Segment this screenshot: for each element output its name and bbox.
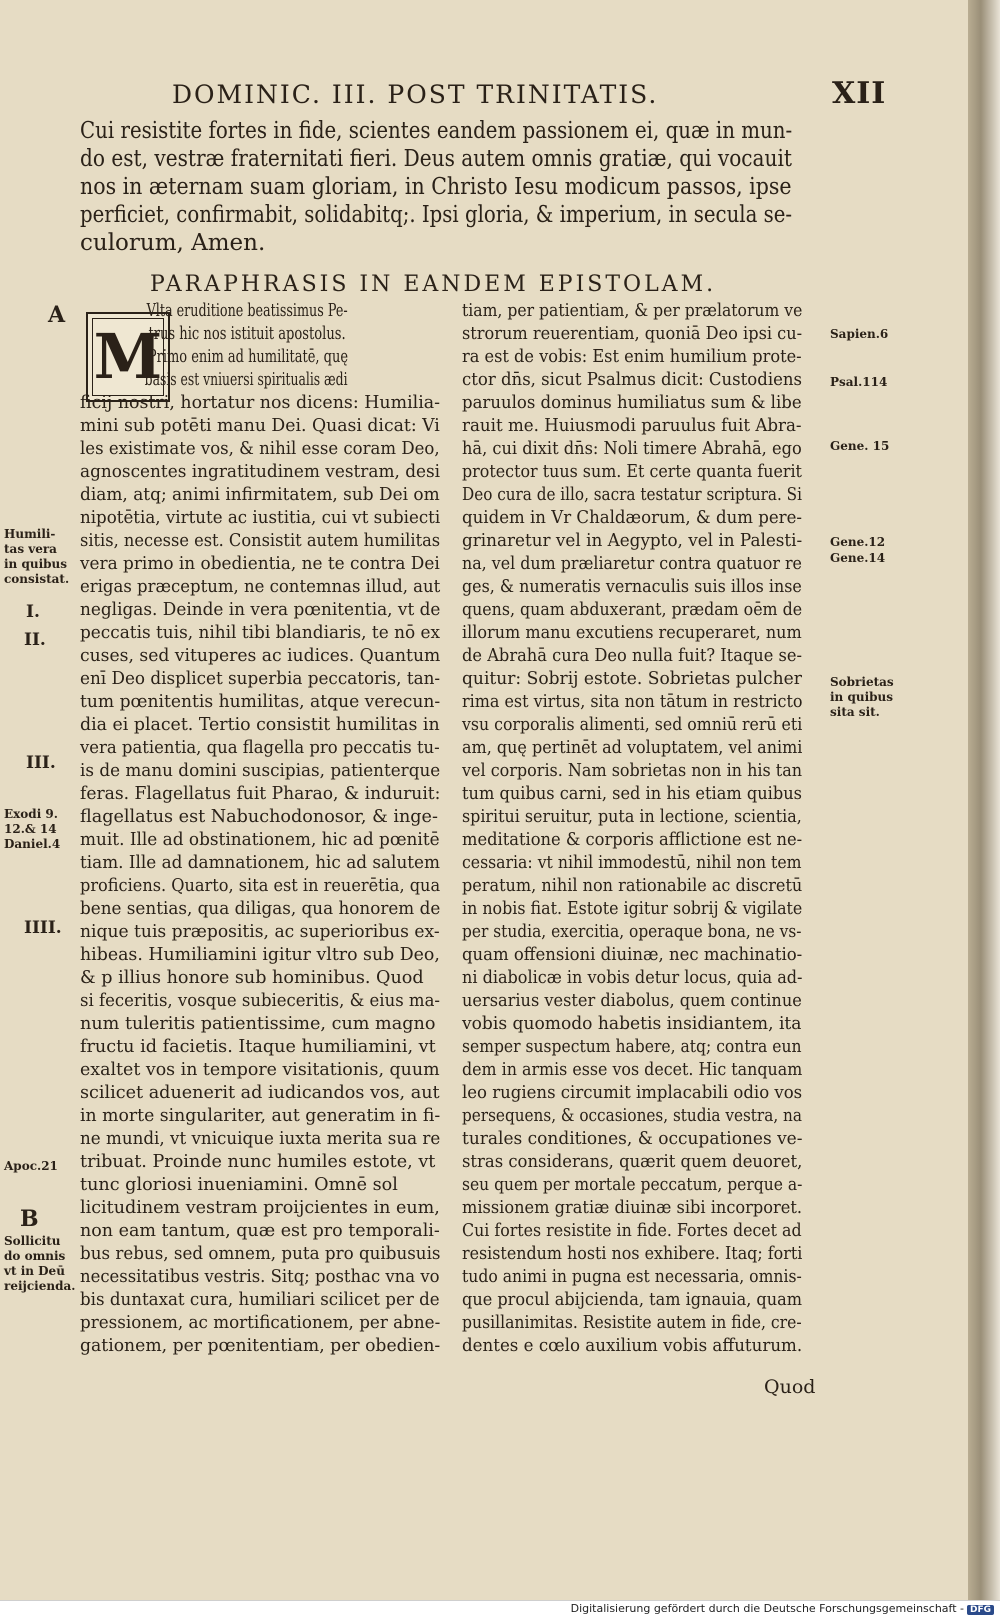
right-column-line: ra est de vobis: Est enim humilium prote-: [462, 347, 802, 367]
right-column-line: quidem in Vr Chaldæorum, & dum pere-: [462, 508, 802, 528]
left-column-line: vera patientia, qua flagella pro peccatis tu-: [80, 738, 440, 758]
left-column-line: ficij nostri, hortatur nos dicens: Humilia-: [80, 393, 441, 413]
left-column-line: Vlta eruditione beatissimus Pe-: [146, 301, 348, 321]
left-column-line: exaltet vos in tempore visitationis, quum: [80, 1060, 440, 1080]
left-column-line: enī Deo displicet superbia peccatoris, tan-: [80, 669, 441, 689]
right-column-line: rima est virtus, sita non tātum in restricto: [462, 692, 803, 712]
right-column-line: semper suspectum habere, atq; contra eun: [462, 1037, 802, 1057]
right-column-line: strorum reuerentiam, quoniā Deo ipsi cu-: [462, 324, 803, 344]
left-column-line: Primo enim ad humilitatē, quę: [147, 347, 349, 367]
right-column-line: uersarius vester diabolus, quem continue: [462, 991, 802, 1011]
left-column-line: negligas. Deinde in vera pœnitentia, vt de: [80, 600, 441, 620]
right-column-line: meditatione & corporis afflictione est ne-: [462, 830, 803, 850]
left-column-line: muit. Ille ad obstinationem, hic ad pœnitē: [80, 830, 440, 850]
right-column-line: grinaretur vel in Aegypto, vel in Palesti-: [462, 531, 803, 551]
left-column-line: dia ei placet. Tertio consistit humilitas in: [80, 715, 440, 735]
margin-note-exodi-3: Daniel.4: [4, 837, 61, 851]
right-column-line: missionem gratiæ diuinæ sibi incorporet.: [462, 1198, 803, 1218]
right-column-line: stras considerans, quærit quem deuoret,: [462, 1152, 803, 1172]
right-column-line: na, vel dum præliaretur contra quatuor re: [462, 554, 802, 574]
right-column-line: vel corporis. Nam sobrietas non in his tan: [462, 761, 803, 781]
right-column-line: protector tuus sum. Et certe quanta fuerit: [462, 462, 802, 482]
left-column-line: scilicet aduenerit ad iudicandos vos, aut: [80, 1083, 440, 1103]
digitization-credit: [571, 1602, 994, 1615]
margin-note-exodi-2: 12.& 14: [4, 822, 57, 836]
left-column-line: non eam tantum, quæ est pro temporali-: [80, 1221, 440, 1241]
margin-section-b: B: [20, 1206, 39, 1232]
epistle-line: culorum, Amen.: [80, 230, 266, 256]
left-column-line: vera primo in obedientia, ne te contra Dei: [80, 554, 440, 574]
left-column-line: tribuat. Proinde nunc humiles estote, vt: [80, 1152, 436, 1172]
left-column-line: ne mundi, vt vnicuique iuxta merita sua re: [80, 1129, 441, 1149]
left-column-line: cuses, sed vituperes ac iudices. Quantum: [80, 646, 441, 666]
left-column-line: bus rebus, sed omnem, puta pro quibusuis: [80, 1244, 441, 1264]
right-column-line: seu quem per mortale peccatum, perque a-: [462, 1175, 803, 1195]
margin-note-exodi-1: Exodi 9.: [4, 807, 58, 821]
left-column-line: trus hic nos istituit apostolus.: [148, 324, 346, 344]
running-header: DOMINIC. III. POST TRINITATIS.: [172, 80, 659, 109]
margin-note-sollicitudo-4: reijcienda.: [4, 1279, 76, 1293]
right-column-line: tudo animi in pugna est necessaria, omnis-: [462, 1267, 802, 1287]
margin-note-humilitas-1: Humili-: [4, 527, 56, 541]
page-gutter: [968, 0, 1000, 1600]
margin-note-apoc: Apoc.21: [4, 1159, 58, 1173]
right-column-line: tum quibus carni, sed in his etiam quibus: [462, 784, 802, 804]
right-column-line: hā, cui dixit dn̄s: Noli timere Abrahā, ego: [462, 439, 802, 459]
left-column-line: si feceritis, vosque subieceritis, & eius ma-: [80, 991, 440, 1011]
left-column-line: sitis, necesse est. Consistit autem humilitas: [80, 531, 441, 551]
margin-note-gene-15: Gene. 15: [830, 439, 890, 453]
right-column-line: per studia, exercitia, operaque bona, ne vs-: [462, 922, 802, 942]
left-column-line: nipotētia, virtute ac iustitia, cui vt subiecti: [80, 508, 441, 528]
right-column-line: illorum manu excutiens recuperaret, num: [462, 623, 802, 643]
left-column-line: licitudinem vestram proijcientes in eum,: [80, 1198, 440, 1218]
left-column-line: peccatis tuis, nihil tibi blandiaris, te nō ex: [80, 623, 441, 643]
right-column-line: paruulos dominus humiliatus sum & libe: [462, 393, 802, 413]
left-column-line: bis duntaxat cura, humiliari scilicet per de: [80, 1290, 440, 1310]
left-column-line: nique tuis præpositis, ac superioribus ex-: [80, 922, 440, 942]
margin-note-psal: Psal.114: [830, 375, 888, 389]
page-number: XII: [832, 76, 887, 111]
left-column-line: tunc gloriosi inueniamini. Omnē sol: [80, 1175, 398, 1195]
right-column-line: Cui fortes resistite in fide. Fortes decet ad: [462, 1221, 802, 1241]
catchword: Quod: [764, 1376, 816, 1398]
epistle-text: [80, 117, 792, 257]
left-column-line: flagellatus est Nabuchodonosor, & inge-: [80, 807, 438, 827]
initial-letter: M: [93, 320, 163, 393]
left-column-line: necessitatibus vestris. Sitq; posthac vna vo: [80, 1267, 440, 1287]
right-column-line: Deo cura de illo, sacra testatur scriptura. Si: [462, 485, 802, 505]
right-column-line: vobis quomodo habetis insidiantem, ita: [462, 1014, 802, 1034]
paraphrase-right-column: [462, 300, 802, 1358]
margin-numeral-1: I.: [26, 602, 40, 622]
right-column-line: dem in armis esse vos decet. Hic tanquam: [462, 1060, 803, 1080]
left-column-line: hibeas. Humiliamini igitur vltro sub Deo,: [80, 945, 440, 965]
margin-note-humilitas-3: in quibus: [4, 557, 68, 571]
left-column-line: gationem, per pœnitentiam, per obedien-: [80, 1336, 441, 1356]
margin-note-sollicitudo-2: do omnis: [4, 1249, 66, 1263]
right-column-line: in nobis fiat. Estote igitur sobrij & vigilate: [462, 899, 803, 919]
right-column-line: leo rugiens circumit implacabili odio vos: [462, 1083, 803, 1103]
right-column-line: cessaria: vt nihil immodestū, nihil non tem: [462, 853, 802, 873]
margin-note-sollicitudo-3: vt in Deū: [4, 1264, 65, 1278]
left-column-line: bene sentias, qua diligas, qua honorem de: [80, 899, 441, 919]
right-column-line: peratum, nihil non rationabile ac discretū: [462, 876, 803, 896]
margin-note-sobrietas-2: in quibus: [830, 690, 894, 704]
left-column-line: & p illius honore sub hominibus. Quod: [80, 968, 424, 988]
right-column-line: que procul abijcienda, tam ignauia, quam: [462, 1290, 803, 1310]
margin-note-humilitas-4: consistat.: [4, 572, 70, 586]
right-column-line: tiam, per patientiam, & per prælatorum ve: [462, 301, 803, 321]
right-column-line: dentes e cœlo auxilium vobis affuturum.: [462, 1336, 803, 1356]
left-column-line: fructu id facietis. Itaque humiliamini, vt: [80, 1037, 436, 1057]
left-column-line: agnoscentes ingratitudinem vestram, desi: [80, 462, 441, 482]
epistle-line: Cui resistite fortes in fide, scientes eandem passionem ei, quæ in mun-: [80, 118, 793, 144]
left-column-line: erigas præceptum, ne contemnas illud, aut: [80, 577, 441, 597]
right-column-line: ctor dn̄s, sicut Psalmus dicit: Custodiens: [462, 370, 803, 390]
right-column-line: quam offensioni diuinæ, nec machinatio-: [462, 945, 803, 965]
right-column-line: quitur: Sobrij estote. Sobrietas pulcher: [462, 669, 802, 689]
left-column-line: tum pœnitentis humilitas, atque verecun-: [80, 692, 441, 712]
paraphrase-left-column: [80, 300, 440, 1358]
epistle-line: nos in æternam suam gloriam, in Christo Iesu modicum passos, ipse: [80, 174, 792, 200]
margin-note-sollicitudo-1: Sollicitu: [4, 1234, 61, 1248]
left-column-line: pressionem, ac mortificationem, per abne-: [80, 1313, 441, 1333]
right-column-line: am, quę pertinēt ad voluptatem, vel animi: [462, 738, 803, 758]
right-column-line: de Abrahā cura Deo nulla fuit? Itaque se-: [462, 646, 803, 666]
left-column-line: mini sub potēti manu Dei. Quasi dicat: Vi: [80, 416, 440, 436]
margin-numeral-3: III.: [26, 753, 56, 773]
left-column-line: is de manu domini suscipias, patienterque: [80, 761, 441, 781]
margin-note-gene-14: Gene.14: [830, 551, 886, 565]
margin-note-humilitas-2: tas vera: [4, 542, 57, 556]
right-column-line: resistendum hosti nos exhibere. Itaq; forti: [462, 1244, 803, 1264]
right-column-line: vsu corporalis alimenti, sed omniū rerū eti: [462, 715, 803, 735]
margin-note-sapien: Sapien.6: [830, 327, 889, 341]
margin-note-sobrietas-3: sita sit.: [830, 705, 880, 719]
margin-numeral-2: II.: [24, 630, 46, 650]
left-column-line: in morte singulariter, aut generatim in fi-: [80, 1106, 441, 1126]
paraphrase-title: PARAPHRASIS IN EANDEM EPISTOLAM.: [150, 272, 717, 297]
digitization-credit-text: Digitalisierung gefördert durch die Deutsche Forschungsgemeinschaft -: [570, 1602, 964, 1615]
margin-section-a: A: [48, 302, 66, 328]
right-column-line: pusillanimitas. Resistite autem in fide, cre-: [462, 1313, 802, 1333]
epistle-line: do est, vestræ fraternitati fieri. Deus autem omnis gratiæ, qui vocauit: [80, 146, 792, 172]
epistle-line: perficiet, confirmabit, solidabitq;. Ipsi gloria, & imperium, in secula se-: [80, 202, 793, 228]
right-column-line: ges, & numeratis vernaculis suis illos inse: [462, 577, 802, 597]
right-column-line: quens, quam abduxerant, prædam oēm de: [462, 600, 803, 620]
margin-note-sobrietas-1: Sobrietas: [830, 675, 894, 689]
margin-numeral-4: IIII.: [24, 918, 62, 938]
right-column-line: ni diabolicæ in vobis detur locus, quia ad-: [462, 968, 803, 988]
left-column-line: num tuleritis patientissime, cum magno: [80, 1014, 436, 1034]
left-column-line: basis est vniuersi spiritualis ædi: [144, 370, 348, 390]
right-column-line: persequens, & occasiones, studia vestra, na: [462, 1106, 802, 1126]
left-column-line: les existimate vos, & nihil esse coram Deo,: [80, 439, 440, 459]
dfg-logo: DFG: [967, 1605, 994, 1615]
left-column-line: feras. Flagellatus fuit Pharao, & induruit:: [80, 784, 441, 804]
left-column-line: tiam. Ille ad damnationem, hic ad salutem: [80, 853, 440, 873]
margin-note-gene-12: Gene.12: [830, 535, 886, 549]
left-column-line: proficiens. Quarto, sita est in reuerētia, qua: [80, 876, 441, 896]
left-column-line: diam, atq; animi infirmitatem, sub Dei om: [80, 485, 440, 505]
right-column-line: spiritui seruitur, puta in lectione, scientia,: [462, 807, 802, 827]
right-column-line: rauit me. Huiusmodi paruulus fuit Abra-: [462, 416, 802, 436]
right-column-line: turales conditiones, & occupationes ve-: [462, 1129, 803, 1149]
